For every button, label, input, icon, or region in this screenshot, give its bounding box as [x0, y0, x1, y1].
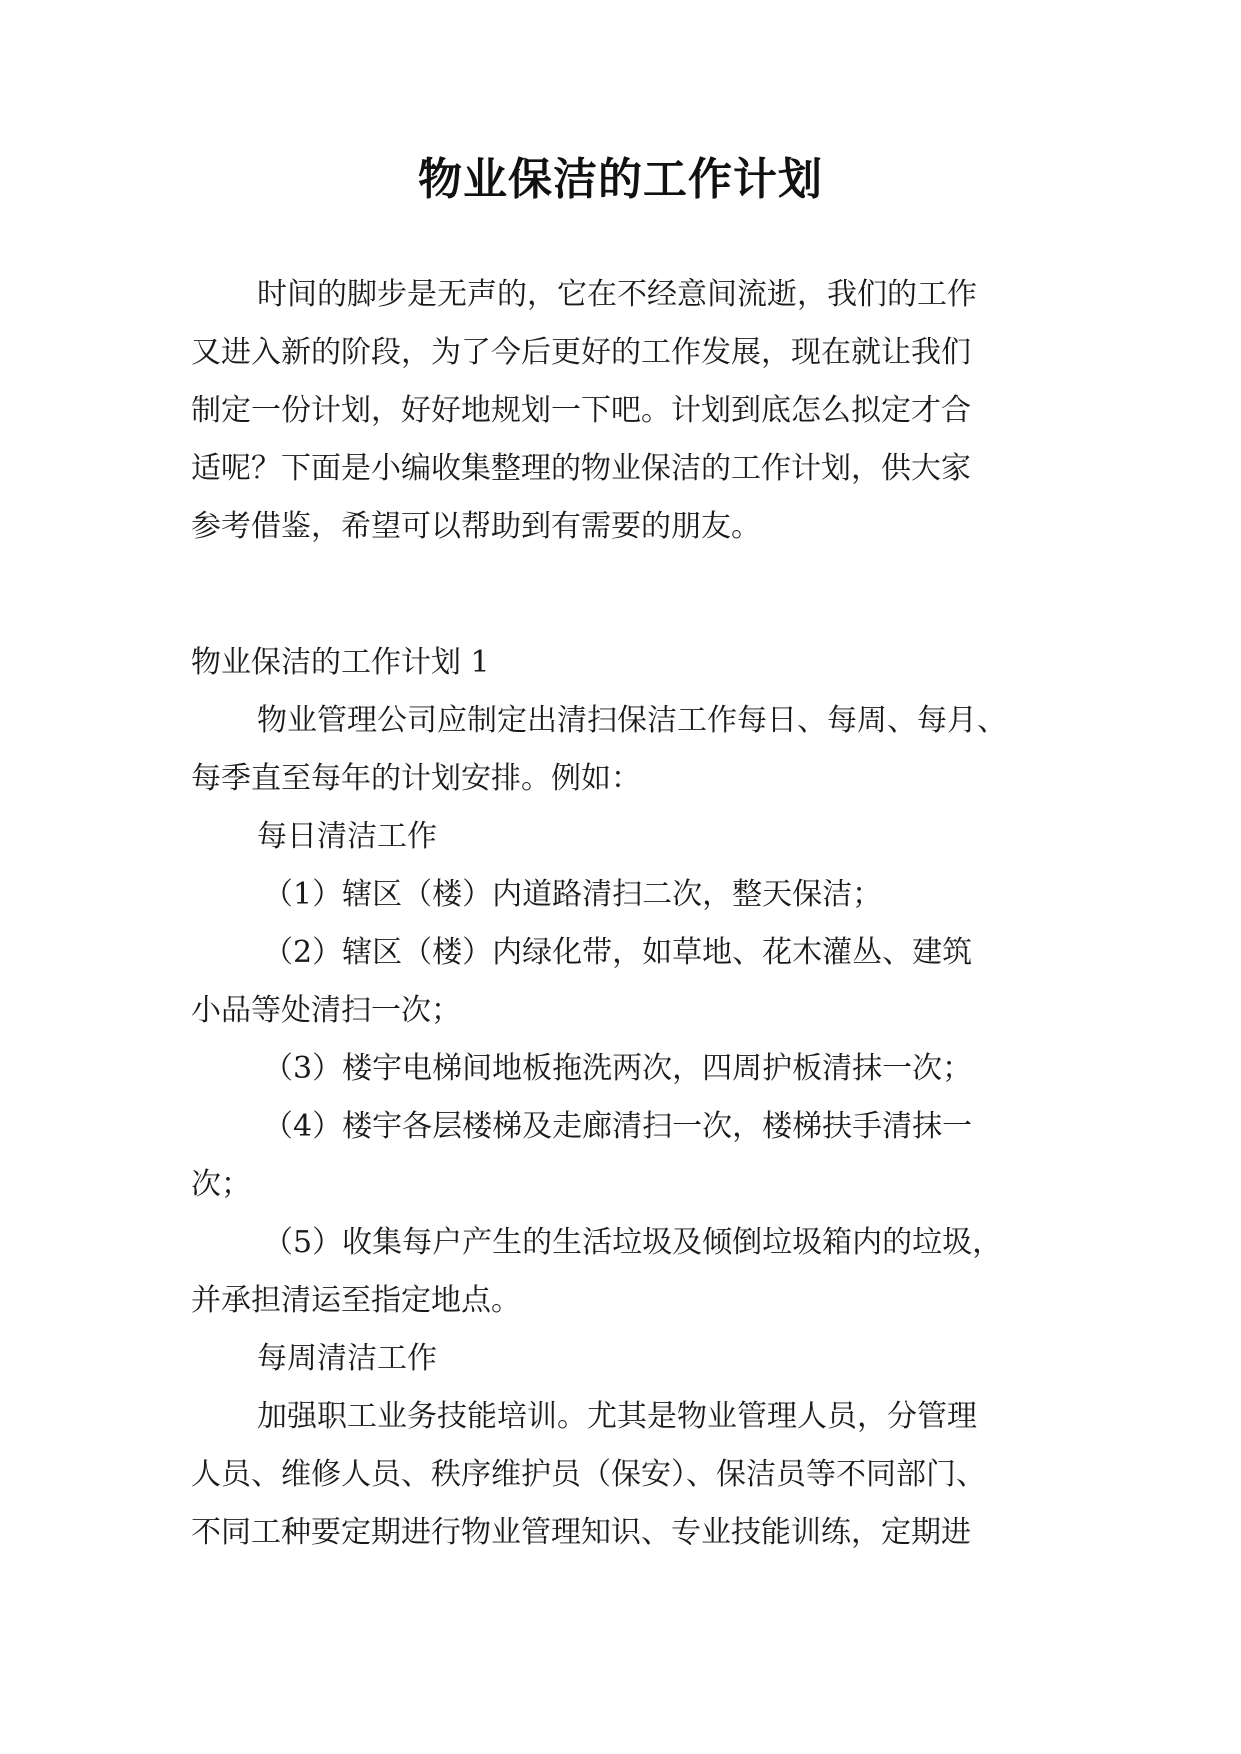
document-title: 物业保洁的工作计划	[418, 154, 823, 205]
section-heading: 物业保洁的工作计划 1	[191, 645, 490, 680]
list-item-continuation: 并承担清运至指定地点。	[191, 1283, 521, 1318]
paragraph-line: 人员、维修人员、秩序维护员（保安）、保洁员等不同部门、	[191, 1457, 986, 1492]
paragraph-line: 物业管理公司应制定出清扫保洁工作每日、每周、每月、	[257, 703, 1007, 738]
subheading-weekly: 每周清洁工作	[257, 1341, 437, 1376]
intro-line: 适呢？下面是小编收集整理的物业保洁的工作计划，供大家	[191, 451, 971, 486]
list-item: （5）收集每户产生的生活垃圾及倾倒垃圾箱内的垃圾，	[263, 1225, 1003, 1260]
intro-line: 时间的脚步是无声的，它在不经意间流逝，我们的工作	[257, 277, 977, 312]
list-item: （3）楼宇电梯间地板拖洗两次，四周护板清抹一次；	[263, 1051, 973, 1086]
list-item: （4）楼宇各层楼梯及走廊清扫一次，楼梯扶手清抹一	[263, 1109, 973, 1144]
list-item-continuation: 小品等处清扫一次；	[191, 993, 461, 1028]
paragraph-line: 不同工种要定期进行物业管理知识、专业技能训练，定期进	[191, 1515, 971, 1550]
list-item: （2）辖区（楼）内绿化带，如草地、花木灌丛、建筑	[263, 935, 973, 970]
paragraph-line: 加强职工业务技能培训。尤其是物业管理人员，分管理	[257, 1399, 977, 1434]
intro-line: 又进入新的阶段，为了今后更好的工作发展，现在就让我们	[191, 335, 971, 370]
list-item: （1）辖区（楼）内道路清扫二次，整天保洁；	[263, 877, 883, 912]
intro-line: 参考借鉴，希望可以帮助到有需要的朋友。	[191, 509, 761, 544]
paragraph-line: 每季直至每年的计划安排。例如：	[191, 761, 641, 796]
subheading-daily: 每日清洁工作	[257, 819, 437, 854]
intro-line: 制定一份计划，好好地规划一下吧。计划到底怎么拟定才合	[191, 393, 971, 428]
list-item-continuation: 次；	[191, 1167, 251, 1202]
